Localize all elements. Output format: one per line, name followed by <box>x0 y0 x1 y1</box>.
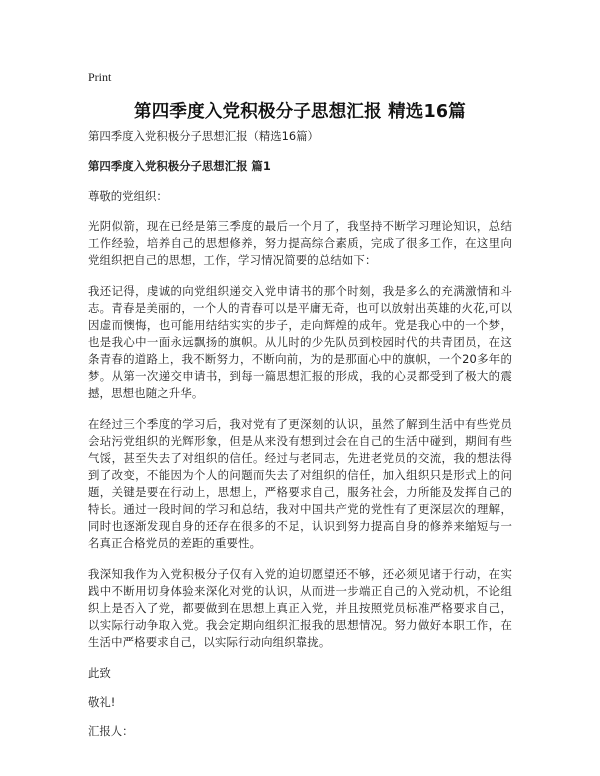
body-paragraph-3: 在经过三个季度的学习后，我对党有了更深刻的认识，虽然了解到生活中有些党员会玷污党组织的光辉形象，但是从来没有想到过会在自己的生活中碰到，期间有些气馁，甚至失去了对组织的信任。经过与老同志，先进老党员的交流，我的想法得到了改变，不能因为个人的问题而失去了对组织的信任，加入组织只是形式上的问题，关键是要在行动上，思想上，严格要求自己，服务社会，力所能及发挥自己的特长。通过一段时间的学习和总结，我对中国共产党的党性有了更深层次的理解，同时也逐渐发现自身的还存在很多的不足，认识到努力提高自身的修养来缩短与一名真正合格党员的差距的重要性。 <box>88 417 512 550</box>
print-label: Print <box>88 70 112 84</box>
body-paragraph-4: 我深知我作为入党积极分子仅有入党的迫切愿望还不够，还必须见诸于行动，在实践中不断用切身体验来深化对党的认识，从而进一步端正自己的入党动机，不论组织上是否入了党，都要做到在思想上真正入党，并且按照党员标准严格要求自己，以实际行动争取入党。我会定期向组织汇报我的思想情况。努力做好本职工作，在生活中严格要求自己，以实际行动向组织靠拢。 <box>88 567 512 649</box>
closing-jingli: 敬礼! <box>88 695 116 709</box>
body-paragraph-2: 我还记得，虔诚的向党组织递交入党申请书的那个时刻，我是多么的充满激情和斗志。青春是美丽的，一个人的青春可以是平庸无奇，也可以放射出英雄的火花,可以因虚而懊悔，也可能用结结实实的步子，走向辉煌的成年。党是我心中的一个梦，也是我心中一面永远飘扬的旗帜。从儿时的少先队员到校园时代的共青团员，在这条青春的道路上，我不断努力，不断向前，为的是那面心中的旗帜，一个20多年的梦。从第一次递交申请书，到每一篇思想汇报的形成，我的心灵都受到了极大的震撼，思想也随之升华。 <box>88 284 512 400</box>
salutation: 尊敬的党组织： <box>88 189 168 203</box>
page-title: 第四季度入党积极分子思想汇报 精选16篇 <box>134 102 466 122</box>
document-subtitle: 第四季度入党积极分子思想汇报（精选16篇） <box>88 129 319 143</box>
section-heading: 第四季度入党积极分子思想汇报 篇1 <box>88 159 271 173</box>
body-paragraph-1: 光阴似箭，现在已经是第三季度的最后一个月了，我坚持不断学习理论知识，总结工作经验，培养自己的思想修养，努力提高综合素质，完成了很多工作，在这里向党组织把自己的思想，工作，学习情况简要的总结如下： <box>88 219 512 267</box>
reporter-label: 汇报人： <box>88 724 134 738</box>
document-body <box>88 128 512 752</box>
closing-cizhi: 此致 <box>88 666 111 680</box>
